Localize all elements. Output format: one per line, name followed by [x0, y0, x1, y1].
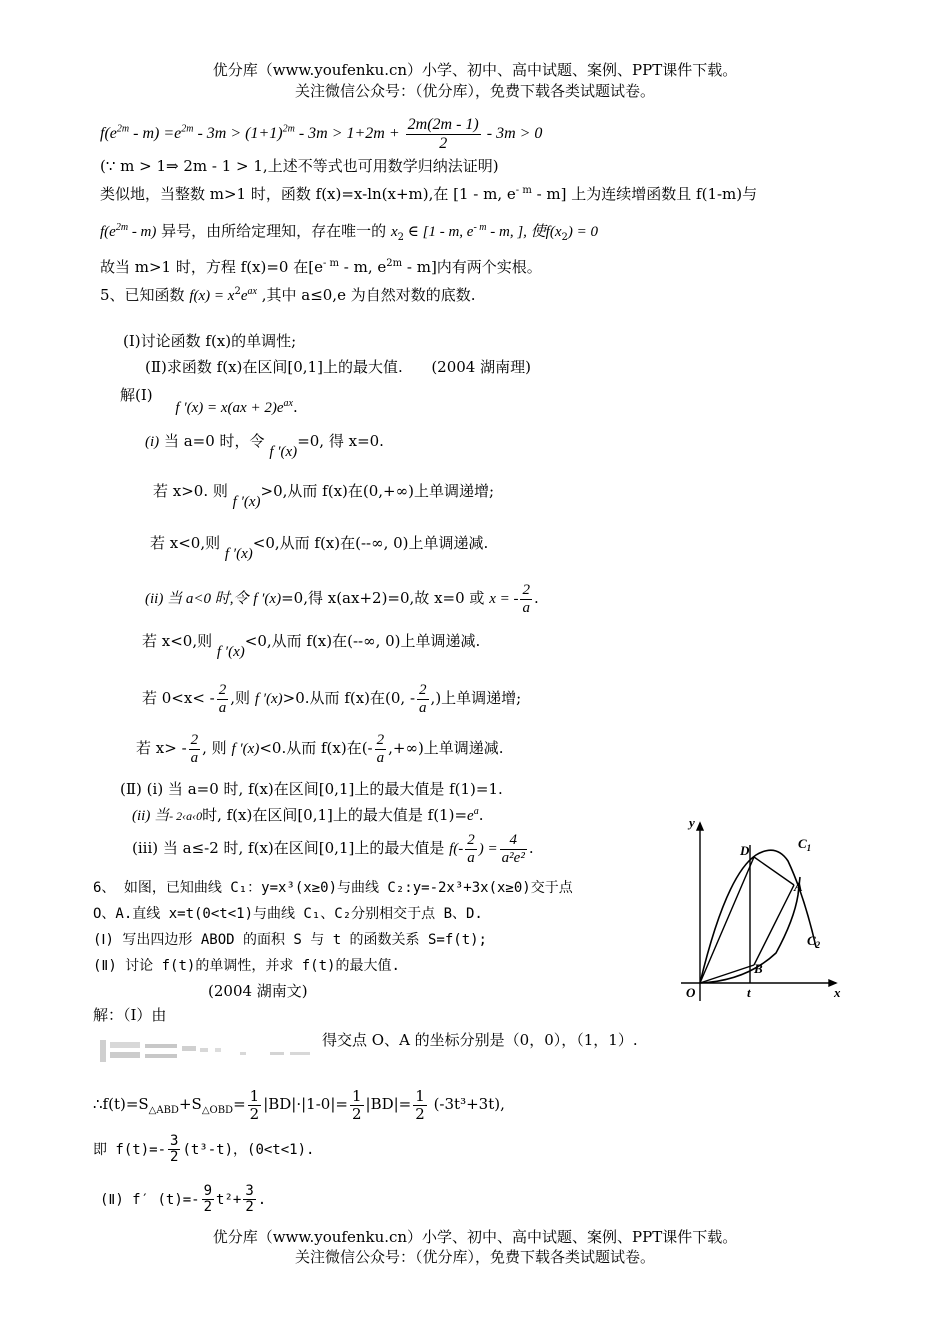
curves-figure	[676, 815, 846, 1005]
problem-6-line1: 6、 如图，已知曲线 C₁：y=x³(x≥0)与曲线 C₂:y=-2x³+3x(x≥0)交于点	[93, 880, 573, 896]
label-c2: $C_2$	[807, 933, 821, 950]
label-c1: $C_1$	[798, 836, 812, 853]
case-i-line1: (i) 当 a=0 时，令 f ′(x)=0, 得 x=0.	[145, 432, 384, 460]
case-i-line3: 若 x<0,则 f ′(x)<0,从而 f(x)在(--∞, 0)上单调递减.	[150, 534, 489, 562]
case-ii-line1: (ii) 当 a<0 时,令 f ′(x)=0,得 x(ax+2)=0,故 x=0 或 x = - $\frac{2}{a}$ .	[145, 582, 539, 616]
solution-6-ft: 即 f(t)=- $\frac{3}{2}$ (t³-t)，(0<t<1).	[93, 1133, 315, 1166]
y-axis-arrow	[697, 823, 703, 830]
footer-line-2: 关注微信公众号：（优分库），免费下载各类试题试卷。	[294, 1248, 655, 1266]
part-ii-line3: (iii) 当 a≤-2 时, f(x)在区间[0,1]上的最大值是 f(- $\frac{2}{a}$ ) = $\frac{4}{\text{a²e²}}$ .	[132, 832, 534, 866]
problem-6-line2: O、A.直线 x=t(0<t<1)与曲线 C₁、C₂分别相交于点 B、D.	[93, 906, 483, 922]
label-t: t	[747, 985, 751, 1000]
problem-5-q2: (Ⅱ)求函数 f(x)在区间[0,1]上的最大值. (2004 湖南理)	[145, 358, 531, 376]
label-d: D	[740, 843, 750, 858]
part-ii-line2: (ii) 当- 2‹a‹0时, f(x)在区间[0,1]上的最大值是 $f(1)=e^a$.	[132, 806, 484, 824]
problem-6-line4: (Ⅱ) 讨论 f(t)的单调性，并求 f(t)的最大值.	[93, 958, 400, 974]
note-line: (∵ m > 1⇒ 2m - 1 > 1,上述不等式也可用数学归纳法证明)	[100, 157, 499, 175]
problem-5-title: 5、已知函数 $f(x) = x^2e^{ax}$ ,其中 a≤0,e 为自然对数的底数.	[100, 286, 476, 304]
footer-line-1: 优分库（www.youfenku.cn）小学、初中、高中试题、案例、PPT课件下载。	[212, 1228, 738, 1246]
solution-5-derivative: 解(Ⅰ) f $'(x) = x(ax + 2)e^{ax}$.	[120, 386, 298, 416]
label-b: B	[754, 961, 763, 976]
solution-6-intersections: 得交点 O、A 的坐标分别是（0，0），（1，1）.	[322, 1031, 638, 1049]
segment-ob	[700, 965, 754, 983]
problem-6-source: (2004 湖南文)	[208, 982, 308, 1000]
case-ii-line2: 若 x<0,则 f ′(x)<0,从而 f(x)在(--∞, 0)上单调递减.	[142, 632, 481, 660]
problem-6-line3: (Ⅰ) 写出四边形 ABOD 的面积 S 与 t 的函数关系 S=f(t);	[93, 932, 487, 948]
header-line-1: 优分库（www.youfenku.cn）小学、初中、高中试题、案例、PPT课件下载。	[212, 61, 738, 79]
conclusion-line: 故当 m>1 时，方程 f(x)=0 在[$e^{- m}$ - m, $e^{2m} - m$]内有两个实根。	[100, 258, 542, 276]
segment-od	[700, 857, 754, 983]
inequality-line: $f(e^{2m} - m) =e^{2m} - 3m > (1+1)^{2m} - 3m > 1+2m$ + $\frac{2m(2m - 1)}{2}$ - 3m > 0	[100, 116, 543, 152]
segment-ba	[754, 885, 794, 965]
solution-6-start: 解：（Ⅰ）由	[93, 1006, 167, 1024]
label-x: x	[834, 985, 841, 1000]
case-i-line2: 若 x>0. 则 f ′(x)>0,从而 f(x)在(0,+∞)上单调递增;	[153, 482, 495, 510]
solution-6-area: $\therefore f(t)=S_{\triangle ABD}+S_{\triangle OBD}=$ $\frac{1}{2}$ |BD|·|1-0|= $\frac{1}{2}$ |BD|= $\frac{1}{2}$ (-3t³+3t),	[93, 1087, 505, 1123]
case-ii-line3: 若 0<x< - $\frac{2}{a}$ ,则 f ′(x)>0.从而 f(x)在(0, - $\frac{2}{a}$ ,)上单调递增;	[142, 682, 522, 716]
problem-5-q1: (Ⅰ)讨论函数 f(x)的单调性;	[123, 332, 297, 350]
part-ii-line1: (Ⅱ) (i) 当 a=0 时, f(x)在区间[0,1]上的最大值是 f(1)=1.	[120, 780, 503, 798]
header-line-2: 关注微信公众号：（优分库），免费下载各类试题试卷。	[294, 82, 655, 100]
sign-line: $f(e^{2m} - m)$ 异号，由所给定理知，存在唯一的 $x_2$ ∈ [1 - m, $e^{- m}$ - m, ], 使$f(x_2) = 0$	[100, 222, 599, 243]
label-y: y	[689, 815, 695, 830]
case-ii-line4: 若 x> - $\frac{2}{a}$ , 则 f ′(x)<0.从而 f(x)在(- $\frac{2}{a}$ ,+∞)上单调递减.	[136, 732, 504, 766]
solution-6-derivative: (Ⅱ) f′ (t)=- $\frac{9}{2}$ t²+ $\frac{3}{2}$ .	[100, 1183, 267, 1216]
label-a: A	[794, 879, 803, 894]
label-o: O	[686, 985, 696, 1000]
analogy-line: 类似地，当整数 m>1 时，函数 f(x)=x-ln(x+m),在 [1 - m, $e^{- m} - m$] 上为连续增函数且 f(1-m)与	[100, 185, 758, 203]
equation-system-image	[100, 1030, 315, 1068]
